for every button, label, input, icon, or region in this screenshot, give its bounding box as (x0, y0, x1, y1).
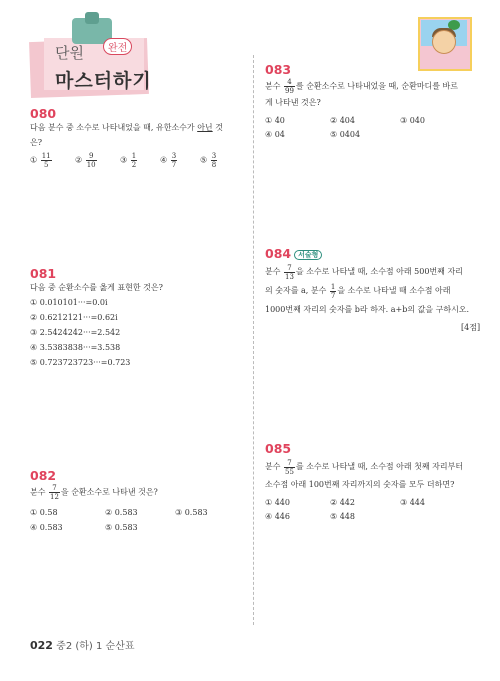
problem-081-text: 다음 중 순환소수를 옳게 표현한 것은? (30, 283, 163, 292)
option-083-3[interactable]: ③ 040 (400, 116, 425, 125)
option-080-2[interactable]: ② $\frac{9}{10}$ (75, 152, 96, 169)
option-085-3[interactable]: ③ 444 (400, 498, 425, 507)
option-083-5[interactable]: ⑤ 0404 (330, 130, 361, 139)
option-082-3[interactable]: ③ 0.583 (175, 508, 208, 517)
option-081-3[interactable]: ③ 2.5424242···=2.542 (30, 328, 121, 337)
problem-080-text-part1: 다음 분수 중 소수로 나타내었을 때, 유한소수가 (30, 123, 198, 132)
problem-080-text-part3: 은? (30, 138, 43, 147)
problem-number-084: 084 서술형 (265, 246, 322, 261)
option-083-4[interactable]: ④ 04 (265, 130, 285, 139)
option-081-1[interactable]: ① 0.010101···=0.0i (30, 298, 108, 307)
option-082-5[interactable]: ⑤ 0.583 (105, 523, 138, 532)
problem-083-text: 분수 $\frac{4}{99}$ 를 순환소수로 나타내었을 때, 순환마디를 바르 게 나타낸 것은? (265, 78, 459, 107)
option-080-3[interactable]: ③ $\frac{1}{2}$ (120, 152, 137, 169)
page-footer (30, 637, 135, 652)
problem-number-082: 082 (30, 468, 57, 483)
page-number: 022 (30, 639, 53, 652)
option-082-4[interactable]: ④ 0.583 (30, 523, 63, 532)
problem-080-text-part2: 것 (212, 123, 223, 132)
face-icon (432, 30, 456, 54)
tape-top-icon (85, 12, 99, 24)
option-080-5[interactable]: ⑤ $\frac{3}{8}$ (200, 152, 217, 169)
option-083-2[interactable]: ② 404 (330, 116, 355, 125)
book-title: 중2 (하) 1 순산표 (56, 641, 135, 652)
option-082-1[interactable]: ① 0.58 (30, 508, 58, 517)
page-title: 마스터하기 (55, 70, 152, 92)
option-085-2[interactable]: ② 442 (330, 498, 355, 507)
problem-number-081: 081 (30, 266, 57, 281)
problem-number-085: 085 (265, 441, 292, 456)
essay-stamp: 서술형 (294, 250, 322, 260)
problem-number-080: 080 (30, 106, 57, 121)
column-divider (253, 55, 254, 625)
problem-085-text: 분수 $\frac{7}{55}$ 를 소수로 나타낼 때, 소수점 아래 첫째 자리부터 소수점 아래 100번째 자리까지의 숫자를 모두 더하면? (265, 458, 464, 489)
option-083-1[interactable]: ① 40 (265, 116, 285, 125)
option-080-4[interactable]: ④ $\frac{3}{7}$ (160, 152, 177, 169)
problem-084-text: 분수 $\frac{7}{13}$ 을 소수로 나타낼 때, 소수점 아래 500번째 자리 의 숫자를 a, 분수 $\frac{1}{7}$ 을 소수로 나타낼 때 소수점 아래 1000번째 자리의 숫자를 b라 하자. a+b의 값을 구하시오. (265, 263, 470, 314)
problem-number-083: 083 (265, 62, 292, 77)
option-085-4[interactable]: ④ 446 (265, 512, 290, 521)
option-082-2[interactable]: ② 0.583 (105, 508, 138, 517)
option-081-4[interactable]: ④ 3.5383838···=3.538 (30, 343, 121, 352)
option-080-1[interactable]: ① $\frac{11}{5}$ (30, 152, 51, 169)
option-081-2[interactable]: ② 0.6212121···=0.62i (30, 313, 118, 322)
complete-badge: 완전 (103, 38, 132, 55)
option-085-5[interactable]: ⑤ 448 (330, 512, 355, 521)
problem-080-underline: 아닌 (197, 123, 213, 132)
option-085-1[interactable]: ① 440 (265, 498, 290, 507)
problem-080-text (30, 120, 245, 150)
score-label: [4점] (461, 323, 481, 332)
option-081-5[interactable]: ⑤ 0.723723723···=0.723 (30, 358, 131, 367)
problem-082-text: 분수 $\frac{7}{12}$ 을 순환소수로 나타낸 것은? (30, 484, 158, 501)
unit-label: 단원 (55, 44, 84, 62)
